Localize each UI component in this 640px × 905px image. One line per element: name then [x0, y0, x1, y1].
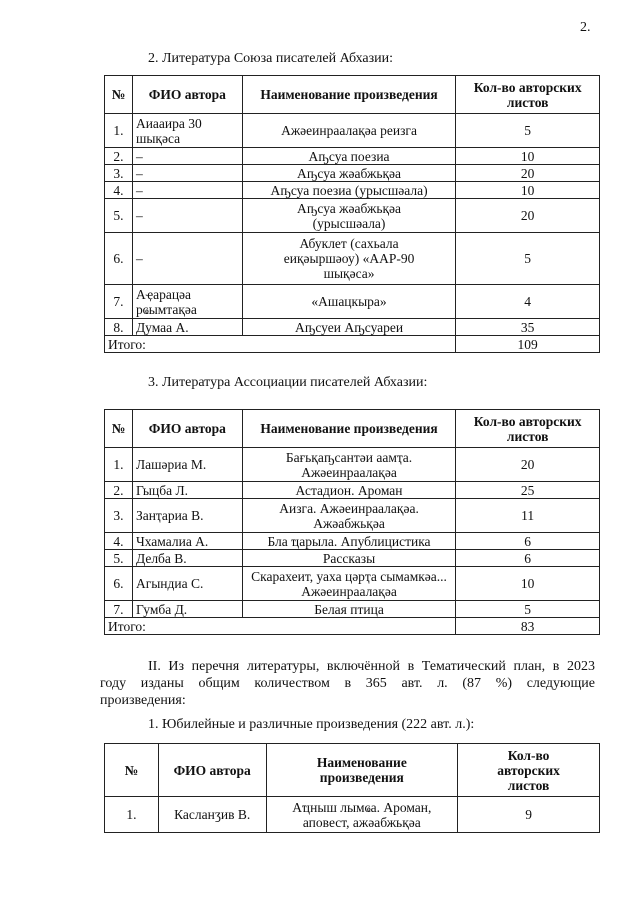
- header-number: №: [105, 76, 133, 114]
- table-row: [105, 550, 600, 567]
- row-author: –: [132, 148, 242, 165]
- table-row: [105, 482, 600, 499]
- row-sheets: 6: [456, 533, 600, 550]
- row-author: Аиааира 30 шықәса: [132, 114, 242, 148]
- row-sheets: 20: [456, 199, 600, 233]
- row-sheets: 20: [456, 165, 600, 182]
- row-author: –: [132, 233, 242, 285]
- row-sheets: 5: [456, 114, 600, 148]
- row-number: 4.: [105, 182, 133, 199]
- row-author: Думаа А.: [132, 319, 242, 336]
- section-title-2: 2. Литература Союза писателей Абхазии:: [148, 51, 394, 66]
- row-number: 1.: [105, 448, 133, 482]
- table-union-writers: [104, 75, 600, 353]
- header-work: Наименование произведения: [242, 410, 456, 448]
- table-row: [105, 165, 600, 182]
- header-author: ФИО автора: [132, 76, 242, 114]
- row-work: Аҧсуа жәабжьқәа: [242, 165, 456, 182]
- row-work: Абуклет (сахьала еиқәыршәоу) «ААР-90 шықәса»: [242, 233, 456, 285]
- header-sheets: Кол-во авторских листов: [458, 744, 600, 797]
- row-number: 3.: [105, 499, 133, 533]
- table-row: [105, 319, 600, 336]
- row-number: 1.: [105, 797, 159, 833]
- paragraph-line: произведения:: [100, 693, 186, 708]
- header-work: Наименование произведения: [242, 76, 456, 114]
- row-author: Касланӡив В.: [158, 797, 266, 833]
- header-sheets: Кол-во авторских листов: [456, 76, 600, 114]
- body-paragraph: [100, 658, 595, 709]
- row-number: 7.: [105, 285, 133, 319]
- row-author: Чхамалиа А.: [132, 533, 242, 550]
- row-work: Аҧсуа поезиа (урысшәала): [242, 182, 456, 199]
- total-value: 109: [456, 336, 600, 353]
- row-author: Аҿарацәа рҩымтақәа: [132, 285, 242, 319]
- table-row: [105, 233, 600, 285]
- row-work: Аҵныш лымҩа. Ароман, аповест, ажәабжьқәа: [266, 797, 458, 833]
- row-number: 4.: [105, 533, 133, 550]
- row-work: Астадион. Ароман: [242, 482, 456, 499]
- row-author: Гыцба Л.: [132, 482, 242, 499]
- row-author: Делба В.: [132, 550, 242, 567]
- table-row: [105, 182, 600, 199]
- row-work: Аҧсуа поезиа: [242, 148, 456, 165]
- row-sheets: 5: [456, 601, 600, 618]
- row-sheets: 10: [456, 182, 600, 199]
- total-row: [105, 336, 600, 353]
- header-number: №: [105, 744, 159, 797]
- row-author: –: [132, 199, 242, 233]
- total-label: Итого:: [105, 618, 456, 635]
- table-association-writers: [104, 409, 600, 635]
- row-work: Аизга. Ажәеинраалақәа. Ажәабжьқәа: [242, 499, 456, 533]
- row-work: Ажәеинраалақәа реизга: [242, 114, 456, 148]
- paragraph-line: году изданы общим количеством в 365 авт. л. (87 %) следующие: [100, 676, 595, 691]
- row-work: Белая птица: [242, 601, 456, 618]
- row-number: 6.: [105, 567, 133, 601]
- total-label: Итого:: [105, 336, 456, 353]
- row-number: 5.: [105, 199, 133, 233]
- row-sheets: 10: [456, 567, 600, 601]
- table-row: [105, 114, 600, 148]
- section-title-3: 3. Литература Ассоциации писателей Абхазии:: [148, 375, 428, 390]
- row-sheets: 11: [456, 499, 600, 533]
- row-work: Бла ҵарыла. Апублицистика: [242, 533, 456, 550]
- row-work: Аҧсуа жәабжьқәа (урысшәала): [242, 199, 456, 233]
- row-author: –: [132, 165, 242, 182]
- row-number: 6.: [105, 233, 133, 285]
- row-sheets: 6: [456, 550, 600, 567]
- header-work: Наименование произведения: [266, 744, 458, 797]
- section-title-published: 1. Юбилейные и различные произведения (222 авт. л.):: [148, 717, 475, 732]
- row-sheets: 9: [458, 797, 600, 833]
- row-work: Скарахеит, уаха цәрҭа сымамкәа... Ажәеинраалақәа: [242, 567, 456, 601]
- header-author: ФИО автора: [158, 744, 266, 797]
- row-number: 1.: [105, 114, 133, 148]
- row-sheets: 25: [456, 482, 600, 499]
- row-author: Лашәриа М.: [132, 448, 242, 482]
- header-sheets: Кол-во авторских листов: [456, 410, 600, 448]
- row-sheets: 10: [456, 148, 600, 165]
- header-number: №: [105, 410, 133, 448]
- table-row: [105, 199, 600, 233]
- row-work: Бағьқаҧсантәи аамҭа. Ажәеинраалақәа: [242, 448, 456, 482]
- row-number: 2.: [105, 482, 133, 499]
- table-row: [105, 797, 600, 833]
- row-author: Агындиа С.: [132, 567, 242, 601]
- table-row: [105, 448, 600, 482]
- row-sheets: 5: [456, 233, 600, 285]
- row-sheets: 35: [456, 319, 600, 336]
- row-work: Рассказы: [242, 550, 456, 567]
- row-number: 7.: [105, 601, 133, 618]
- row-number: 2.: [105, 148, 133, 165]
- row-author: Гумба Д.: [132, 601, 242, 618]
- row-sheets: 4: [456, 285, 600, 319]
- row-author: Занҭариа В.: [132, 499, 242, 533]
- paragraph-line: II. Из перечня литературы, включённой в Тематический план, в 2023: [148, 659, 595, 674]
- row-number: 8.: [105, 319, 133, 336]
- total-row: [105, 618, 600, 635]
- table-row: [105, 499, 600, 533]
- table-row: [105, 601, 600, 618]
- row-number: 3.: [105, 165, 133, 182]
- table-row: [105, 567, 600, 601]
- header-author: ФИО автора: [132, 410, 242, 448]
- row-work: Аҧсуеи Аҧсуареи: [242, 319, 456, 336]
- table-row: [105, 148, 600, 165]
- page-number: 2.: [580, 20, 591, 35]
- row-sheets: 20: [456, 448, 600, 482]
- row-number: 5.: [105, 550, 133, 567]
- total-value: 83: [456, 618, 600, 635]
- table-published-works: [104, 743, 600, 833]
- table-row: [105, 533, 600, 550]
- table-row: [105, 285, 600, 319]
- row-work: «Ашацкыра»: [242, 285, 456, 319]
- row-author: –: [132, 182, 242, 199]
